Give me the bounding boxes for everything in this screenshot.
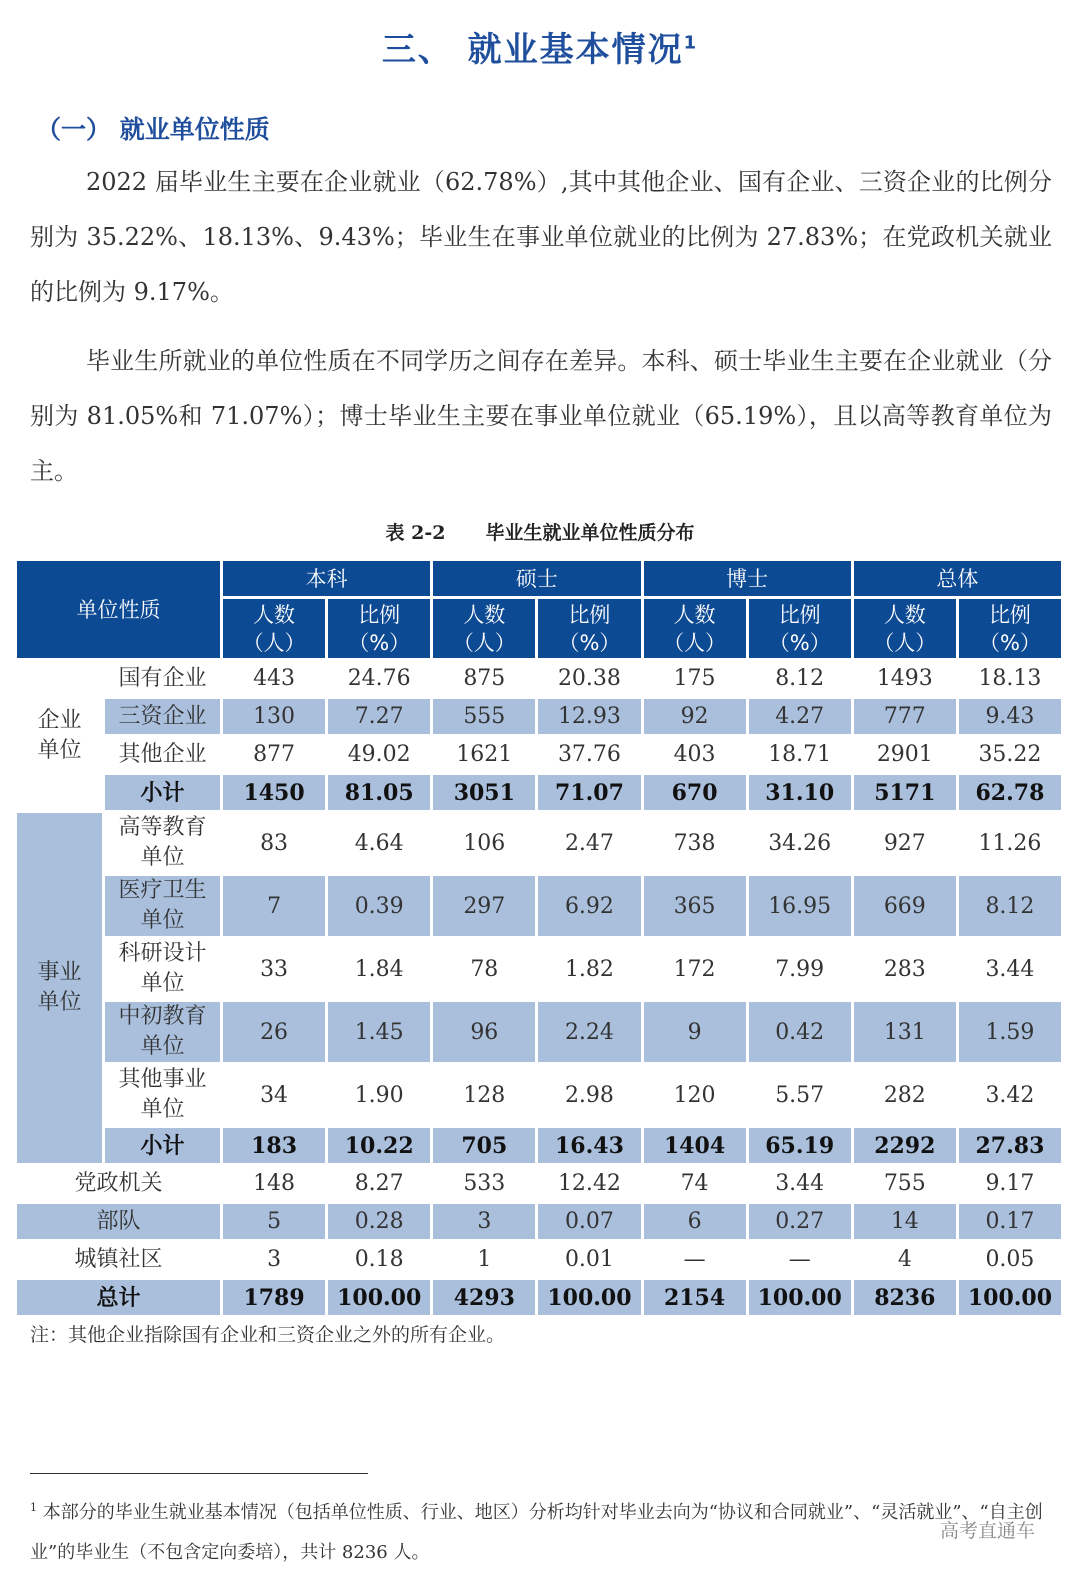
footnote: $^1$ 本部分的毕业生就业基本情况（包括单位性质、行业、地区）分析均针对毕业去向为“协议和合同就业”、“灵活就业”、“自主创业”的毕业生（不包含定向委培），共计 8236 人。	[30, 1501, 1043, 1563]
ratio-cell: 20.38	[537, 660, 642, 698]
count-cell: 1404	[642, 1127, 747, 1165]
table-row	[16, 660, 1063, 698]
count-cell: 2901	[852, 736, 957, 774]
ratio-cell: 9.17	[957, 1165, 1062, 1203]
count-cell: 106	[432, 812, 537, 875]
ratio-cell: 18.71	[747, 736, 852, 774]
count-cell: 2292	[852, 1127, 957, 1165]
count-cell: 96	[432, 1001, 537, 1064]
row-label-text: 国有企业	[118, 665, 207, 691]
ratio-cell: 81.05	[327, 774, 432, 812]
ratio-cell: 0.28	[327, 1203, 432, 1241]
table-row	[16, 1241, 1063, 1279]
row-label	[104, 1001, 222, 1064]
ratio-cell: 8.12	[957, 875, 1062, 938]
ratio-cell: 16.43	[537, 1127, 642, 1165]
count-cell: 14	[852, 1203, 957, 1241]
ratio-cell: 1.45	[327, 1001, 432, 1064]
row-label-text: 医疗卫生单位	[118, 878, 207, 933]
row-label	[104, 774, 222, 812]
ratio-cell: 71.07	[537, 774, 642, 812]
count-cell: 83	[222, 812, 327, 875]
ratio-cell: 16.95	[747, 875, 852, 938]
count-cell: 282	[852, 1064, 957, 1127]
row-label	[104, 1127, 222, 1165]
count-cell: 3	[222, 1241, 327, 1279]
row-label-text: 党政机关	[74, 1170, 163, 1196]
section-label-text: 事业单位	[37, 960, 82, 1015]
ratio-cell: 1.90	[327, 1064, 432, 1127]
header-count	[852, 598, 957, 660]
count-cell: 3051	[432, 774, 537, 812]
header-count	[432, 598, 537, 660]
count-cell: 443	[222, 660, 327, 698]
ratio-cell: 0.18	[327, 1241, 432, 1279]
table-row	[16, 1279, 1063, 1317]
ratio-cell: 1.82	[537, 938, 642, 1001]
table-note: 注：其他企业指除国有企业和三资企业之外的所有企业。	[30, 1324, 506, 1346]
count-cell: 92	[642, 698, 747, 736]
count-cell: 283	[852, 938, 957, 1001]
count-cell: 1621	[432, 736, 537, 774]
ratio-label: 比例（%）	[768, 602, 831, 655]
row-label-text: 总计	[96, 1284, 141, 1311]
ratio-cell: 12.93	[537, 698, 642, 736]
count-cell: 5	[222, 1203, 327, 1241]
count-cell: 7	[222, 875, 327, 938]
count-cell: 403	[642, 736, 747, 774]
count-label: 人数（人）	[873, 602, 937, 655]
subsection-title: （一） 就业单位性质	[36, 115, 270, 144]
header-ratio	[537, 598, 642, 660]
ratio-cell: 9.43	[957, 698, 1062, 736]
count-cell: 8236	[852, 1279, 957, 1317]
ratio-cell: 37.76	[537, 736, 642, 774]
count-cell: 148	[222, 1165, 327, 1203]
count-cell: 128	[432, 1064, 537, 1127]
header-ratio	[957, 598, 1062, 660]
count-cell: 2154	[642, 1279, 747, 1317]
ratio-cell: —	[747, 1241, 852, 1279]
count-cell: 1493	[852, 660, 957, 698]
count-cell: 130	[222, 698, 327, 736]
count-cell: 5171	[852, 774, 957, 812]
count-cell: 78	[432, 938, 537, 1001]
ratio-cell: 0.17	[957, 1203, 1062, 1241]
ratio-cell: 3.44	[747, 1165, 852, 1203]
ratio-cell: 24.76	[327, 660, 432, 698]
ratio-cell: 6.92	[537, 875, 642, 938]
count-cell: 120	[642, 1064, 747, 1127]
ratio-cell: 7.99	[747, 938, 852, 1001]
row-label-text: 部队	[96, 1208, 141, 1234]
row-label-text: 科研设计单位	[118, 941, 207, 996]
ratio-cell: 18.13	[957, 660, 1062, 698]
section-label	[16, 812, 104, 1165]
ratio-cell: 3.42	[957, 1064, 1062, 1127]
ratio-label: 比例（%）	[558, 602, 621, 655]
table-caption: 表 2-2 毕业生就业单位性质分布	[385, 522, 695, 544]
count-cell: 705	[432, 1127, 537, 1165]
header-ratio	[327, 598, 432, 660]
row-label	[104, 812, 222, 875]
ratio-cell: 2.24	[537, 1001, 642, 1064]
row-label-text: 中初教育单位	[118, 1004, 207, 1059]
ratio-cell: 0.27	[747, 1203, 852, 1241]
count-cell: 131	[852, 1001, 957, 1064]
section-label-text: 企业单位	[37, 707, 82, 763]
row-label	[104, 938, 222, 1001]
ratio-cell: 2.98	[537, 1064, 642, 1127]
ratio-cell: 12.42	[537, 1165, 642, 1203]
count-cell: 755	[852, 1165, 957, 1203]
count-cell: 877	[222, 736, 327, 774]
ratio-cell: 1.84	[327, 938, 432, 1001]
count-cell: 1789	[222, 1279, 327, 1317]
row-label	[16, 1279, 222, 1317]
ratio-cell: 0.39	[327, 875, 432, 938]
section-title: 三、 就业基本情况$^1$	[381, 30, 699, 70]
ratio-cell: 4.27	[747, 698, 852, 736]
ratio-cell: 0.42	[747, 1001, 852, 1064]
ratio-cell: 4.64	[327, 812, 432, 875]
header-unit-type: 单位性质	[16, 560, 222, 660]
count-cell: 927	[852, 812, 957, 875]
table-row	[16, 1064, 1063, 1127]
header-ratio	[747, 598, 852, 660]
count-cell: 738	[642, 812, 747, 875]
ratio-cell: 100.00	[747, 1279, 852, 1317]
ratio-cell: 0.01	[537, 1241, 642, 1279]
count-cell: 9	[642, 1001, 747, 1064]
ratio-cell: 100.00	[957, 1279, 1062, 1317]
ratio-cell: 65.19	[747, 1127, 852, 1165]
ratio-cell: 10.22	[327, 1127, 432, 1165]
header-group: 总体	[852, 560, 1062, 598]
ratio-cell: 5.57	[747, 1064, 852, 1127]
table-row	[16, 774, 1063, 812]
count-label: 人数（人）	[452, 602, 516, 655]
row-label-text: 高等教育单位	[118, 815, 207, 870]
table-row	[16, 736, 1063, 774]
ratio-cell: 27.83	[957, 1127, 1062, 1165]
count-label: 人数（人）	[242, 602, 306, 655]
count-cell: 4	[852, 1241, 957, 1279]
count-cell: 297	[432, 875, 537, 938]
header-group: 博士	[642, 560, 852, 598]
ratio-cell: 31.10	[747, 774, 852, 812]
count-cell: 533	[432, 1165, 537, 1203]
header-group: 硕士	[432, 560, 642, 598]
row-label	[16, 1165, 222, 1203]
row-label-text: 小计	[140, 1132, 185, 1159]
row-label	[104, 736, 222, 774]
ratio-cell: 11.26	[957, 812, 1062, 875]
row-label	[16, 1241, 222, 1279]
count-cell: 1	[432, 1241, 537, 1279]
count-cell: 6	[642, 1203, 747, 1241]
ratio-cell: 0.05	[957, 1241, 1062, 1279]
row-label-text: 小计	[140, 779, 185, 806]
ratio-label: 比例（%）	[348, 602, 411, 655]
ratio-cell: 62.78	[957, 774, 1062, 812]
ratio-cell: 8.12	[747, 660, 852, 698]
count-cell: 777	[852, 698, 957, 736]
ratio-cell: 100.00	[537, 1279, 642, 1317]
row-label-text: 其他企业	[118, 741, 207, 767]
section-label	[16, 660, 104, 812]
count-cell: 555	[432, 698, 537, 736]
count-cell: 670	[642, 774, 747, 812]
row-label-text: 其他事业单位	[118, 1067, 207, 1122]
watermark: 高考直通车	[940, 1520, 1036, 1542]
table-row	[16, 698, 1063, 736]
header-count	[642, 598, 747, 660]
table-row	[16, 938, 1063, 1001]
ratio-cell: 2.47	[537, 812, 642, 875]
row-label	[104, 1064, 222, 1127]
row-label	[104, 660, 222, 698]
ratio-cell: 1.59	[957, 1001, 1062, 1064]
count-cell: 175	[642, 660, 747, 698]
ratio-cell: 49.02	[327, 736, 432, 774]
count-cell: 74	[642, 1165, 747, 1203]
count-cell: 172	[642, 938, 747, 1001]
row-label	[16, 1203, 222, 1241]
count-cell: —	[642, 1241, 747, 1279]
count-cell: 669	[852, 875, 957, 938]
row-label	[104, 875, 222, 938]
table-row	[16, 1165, 1063, 1203]
table-row	[16, 1001, 1063, 1064]
count-cell: 3	[432, 1203, 537, 1241]
ratio-cell: 3.44	[957, 938, 1062, 1001]
count-cell: 34	[222, 1064, 327, 1127]
row-label-text: 城镇社区	[74, 1246, 163, 1272]
ratio-cell: 34.26	[747, 812, 852, 875]
header-group: 本科	[222, 560, 432, 598]
ratio-cell: 100.00	[327, 1279, 432, 1317]
employment-unit-table	[14, 558, 1064, 1318]
paragraph-1: 2022 届毕业生主要在企业就业（62.78%）,其中其他企业、国有企业、三资企业的比例分别为 35.22%、18.13%、9.43%；毕业生在事业单位就业的比例为 27.83%；在党政机关就业的比例为 9.17%。	[30, 168, 1052, 306]
ratio-label: 比例（%）	[978, 602, 1041, 655]
table-row	[16, 1127, 1063, 1165]
count-cell: 26	[222, 1001, 327, 1064]
ratio-cell: 35.22	[957, 736, 1062, 774]
table-row	[16, 875, 1063, 938]
ratio-cell: 0.07	[537, 1203, 642, 1241]
count-cell: 33	[222, 938, 327, 1001]
paragraph-2: 毕业生所就业的单位性质在不同学历之间存在差异。本科、硕士毕业生主要在企业就业（分别为 81.05%和 71.07%）；博士毕业生主要在事业单位就业（65.19%），且以高等教育单位为主。	[30, 347, 1052, 485]
count-cell: 875	[432, 660, 537, 698]
table-row	[16, 812, 1063, 875]
table-row	[16, 1203, 1063, 1241]
count-cell: 365	[642, 875, 747, 938]
count-label: 人数（人）	[663, 602, 727, 655]
ratio-cell: 8.27	[327, 1165, 432, 1203]
footnote-divider	[30, 1473, 368, 1474]
count-cell: 183	[222, 1127, 327, 1165]
count-cell: 1450	[222, 774, 327, 812]
row-label	[104, 698, 222, 736]
ratio-cell: 7.27	[327, 698, 432, 736]
count-cell: 4293	[432, 1279, 537, 1317]
row-label-text: 三资企业	[118, 703, 207, 729]
header-count	[222, 598, 327, 660]
